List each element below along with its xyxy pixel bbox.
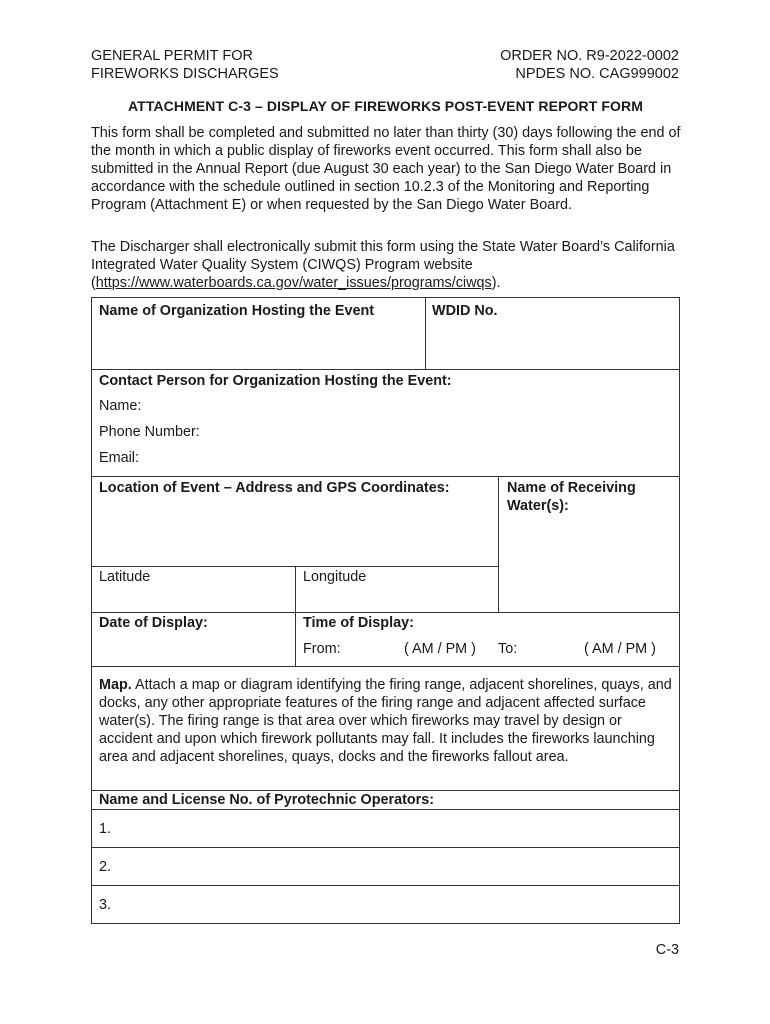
org-name-label: Name of Organization Hosting the Event: [99, 303, 375, 319]
map-cell[interactable]: [91, 666, 680, 791]
time-label: Time of Display:: [303, 615, 414, 631]
date-cell[interactable]: [91, 612, 296, 667]
operator-2-label: 2.: [99, 859, 112, 875]
longitude-cell[interactable]: [295, 566, 499, 613]
operator-row-1[interactable]: [91, 809, 680, 848]
location-cell[interactable]: [91, 476, 499, 567]
map-instructions: [99, 676, 675, 766]
receiving-water-label-1: Name of Receiving: [507, 480, 636, 496]
date-label: Date of Display:: [99, 615, 208, 631]
header-discharges-line: FIREWORKS DISCHARGES: [91, 66, 279, 82]
operators-label: Name and License No. of Pyrotechnic Operators:: [99, 792, 435, 808]
location-label: Location of Event – Address and GPS Coordinates:: [99, 480, 450, 496]
operator-row-2[interactable]: [91, 847, 680, 886]
map-heading: Map.: [99, 677, 132, 693]
intro-paragraph-2-end: ).: [491, 275, 501, 291]
contact-email-label[interactable]: Email:: [99, 450, 139, 466]
header-permit-line: GENERAL PERMIT FOR: [91, 48, 253, 64]
intro-paragraph-2: [91, 238, 683, 292]
wdid-cell[interactable]: [425, 297, 680, 370]
org-name-cell[interactable]: [91, 297, 426, 370]
page-number: C-3: [655, 942, 679, 958]
wdid-label: WDID No.: [432, 303, 498, 319]
time-to-label[interactable]: To:: [498, 641, 518, 657]
map-text: Attach a map or diagram identifying the firing range, adjacent shorelines, quays, and docks, any other appropriate features of the firing range and adjacent affected surface water(s). The firing range is that area over which fireworks may travel by design or accident and upon which firework pollutants may fall. It includes the fireworks launching area and adjacent shorelines, quays, docks and the fireworks fallout area.: [99, 677, 672, 765]
ciwqs-link[interactable]: https://www.waterboards.ca.gov/water_issues/programs/ciwqs: [95, 275, 492, 291]
operators-header-cell: [91, 790, 680, 810]
receiving-water-label-2: Water(s):: [507, 498, 569, 514]
intro-paragraph-1: This form shall be completed and submitted no later than thirty (30) days following the end of the month in which a public display of fireworks event occurred. This form shall also be submitted in the Annual Report (due August 30 each year) to the San Diego Water Board in accordance with the schedule outlined in section 10.2.3 of the Monitoring and Reporting Program (Attachment E) or when requested by the San Diego Water Board.: [91, 125, 681, 213]
header-right: [500, 47, 679, 83]
contact-name-label[interactable]: Name:: [99, 398, 142, 414]
operator-row-3[interactable]: [91, 885, 680, 924]
header-npdes-number: NPDES NO. CAG999002: [515, 66, 679, 82]
header-left: [91, 47, 279, 83]
receiving-water-cell[interactable]: [498, 476, 680, 613]
intro-paragraph-2-text: The Discharger shall electronically submit this form using the State Water Board’s California Integrated Water Quality System (CIWQS) Program website (: [91, 239, 675, 291]
time-from-label[interactable]: From:: [303, 641, 341, 657]
operator-1-label: 1.: [99, 821, 112, 837]
contact-phone-label[interactable]: Phone Number:: [99, 424, 200, 440]
latitude-label: Latitude: [99, 569, 151, 585]
from-ampm[interactable]: ( AM / PM ): [404, 641, 476, 657]
to-ampm[interactable]: ( AM / PM ): [584, 641, 656, 657]
latitude-cell[interactable]: [91, 566, 296, 613]
contact-cell: [91, 369, 680, 477]
header-order-number: ORDER NO. R9-2022-0002: [500, 48, 679, 64]
operator-3-label: 3.: [99, 897, 112, 913]
time-cell: [295, 612, 680, 667]
page-title: ATTACHMENT C-3 – DISPLAY OF FIREWORKS POST-EVENT REPORT FORM: [128, 98, 643, 114]
longitude-label: Longitude: [303, 569, 367, 585]
contact-label: Contact Person for Organization Hosting the Event:: [99, 373, 452, 389]
